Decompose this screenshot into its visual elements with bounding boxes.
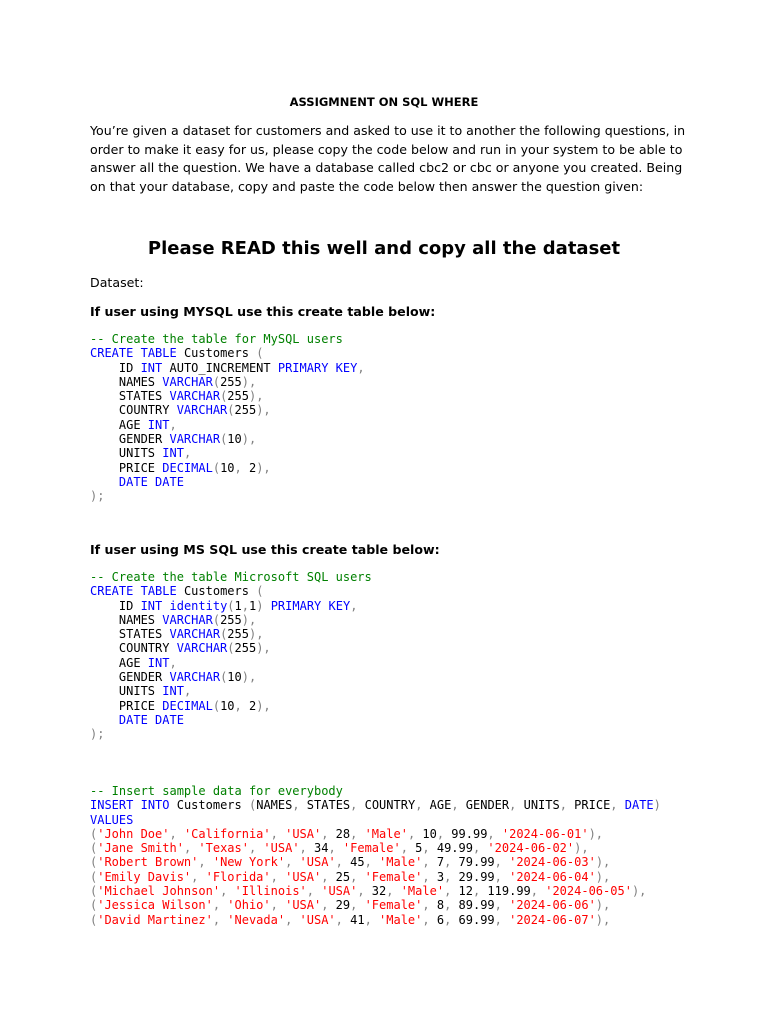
mysql-code-block bbox=[90, 332, 365, 504]
code-line: ); bbox=[90, 489, 105, 504]
code-line: ('Emily Davis', 'Florida', 'USA', 25, 'Female', 3, 29.99, '2024-06-04'), bbox=[90, 869, 611, 884]
code-line: ('Michael Johnson', 'Illinois', 'USA', 32, 'Male', 12, 119.99, '2024-06-05'), bbox=[90, 884, 647, 899]
mysql-label: If user using MYSQL use this create table below: bbox=[90, 304, 436, 319]
code-line: ('Jessica Wilson', 'Ohio', 'USA', 29, 'Female', 8, 89.99, '2024-06-06'), bbox=[90, 898, 611, 913]
mssql-code-block bbox=[90, 570, 372, 742]
code-line: UNITS INT, bbox=[90, 684, 192, 699]
code-line: VALUES bbox=[90, 812, 134, 827]
code-line: CREATE TABLE Customers ( bbox=[90, 346, 264, 361]
intro-paragraph: You’re given a dataset for customers and asked to use it to another the following questions, in order to make it easy for us, please copy the code below and run in your system to be able to answer all the question. We have a database called cbc2 or cbc or anyone you created. Being on that your database, copy and paste the code below then answer the question given: bbox=[90, 123, 686, 194]
code-line: INSERT INTO Customers (NAMES, STATES, COUNTRY, AGE, GENDER, UNITS, PRICE, DATE) bbox=[90, 798, 661, 813]
code-line: NAMES VARCHAR(255), bbox=[90, 612, 257, 627]
assignment-heading: ASSIGMNENT ON SQL WHERE bbox=[289, 95, 479, 109]
code-line: -- Insert sample data for everybody bbox=[90, 784, 343, 798]
code-line: AGE INT, bbox=[90, 417, 177, 432]
code-line: PRICE DECIMAL(10, 2), bbox=[90, 460, 271, 475]
insert-code-block bbox=[90, 784, 661, 927]
code-line: ('Jane Smith', 'Texas', 'USA', 34, 'Female', 5, 49.99, '2024-06-02'), bbox=[90, 841, 589, 856]
code-line: ('David Martinez', 'Nevada', 'USA', 41, 'Male', 6, 69.99, '2024-06-07'), bbox=[90, 912, 611, 927]
code-line: COUNTRY VARCHAR(255), bbox=[90, 403, 271, 418]
code-line: ('Robert Brown', 'New York', 'USA', 45, 'Male', 7, 79.99, '2024-06-03'), bbox=[90, 855, 611, 870]
dataset-label: Dataset: bbox=[90, 275, 144, 290]
code-line: AGE INT, bbox=[90, 655, 177, 670]
code-line: DATE DATE bbox=[118, 474, 184, 489]
code-line: ID INT identity(1,1) PRIMARY KEY, bbox=[90, 598, 358, 613]
code-line: GENDER VARCHAR(10), bbox=[90, 432, 257, 447]
code-line: -- Create the table Microsoft SQL users bbox=[90, 570, 372, 584]
code-line: ID INT AUTO_INCREMENT PRIMARY KEY, bbox=[90, 360, 365, 375]
code-line: -- Create the table for MySQL users bbox=[90, 332, 343, 346]
code-line: ('John Doe', 'California', 'USA', 28, 'Male', 10, 99.99, '2024-06-01'), bbox=[90, 826, 604, 841]
code-line: NAMES VARCHAR(255), bbox=[90, 374, 257, 389]
code-line: COUNTRY VARCHAR(255), bbox=[90, 641, 271, 656]
code-line: DATE DATE bbox=[118, 712, 184, 727]
code-line: STATES VARCHAR(255), bbox=[90, 389, 264, 404]
code-line: UNITS INT, bbox=[90, 446, 192, 461]
code-line: CREATE TABLE Customers ( bbox=[90, 584, 264, 599]
code-line: GENDER VARCHAR(10), bbox=[90, 670, 257, 685]
code-line: PRICE DECIMAL(10, 2), bbox=[90, 698, 271, 713]
mssql-label: If user using MS SQL use this create table below: bbox=[90, 542, 440, 557]
code-line: STATES VARCHAR(255), bbox=[90, 627, 264, 642]
read-instruction-title: Please READ this well and copy all the dataset bbox=[147, 238, 621, 259]
code-line: ); bbox=[90, 727, 105, 742]
